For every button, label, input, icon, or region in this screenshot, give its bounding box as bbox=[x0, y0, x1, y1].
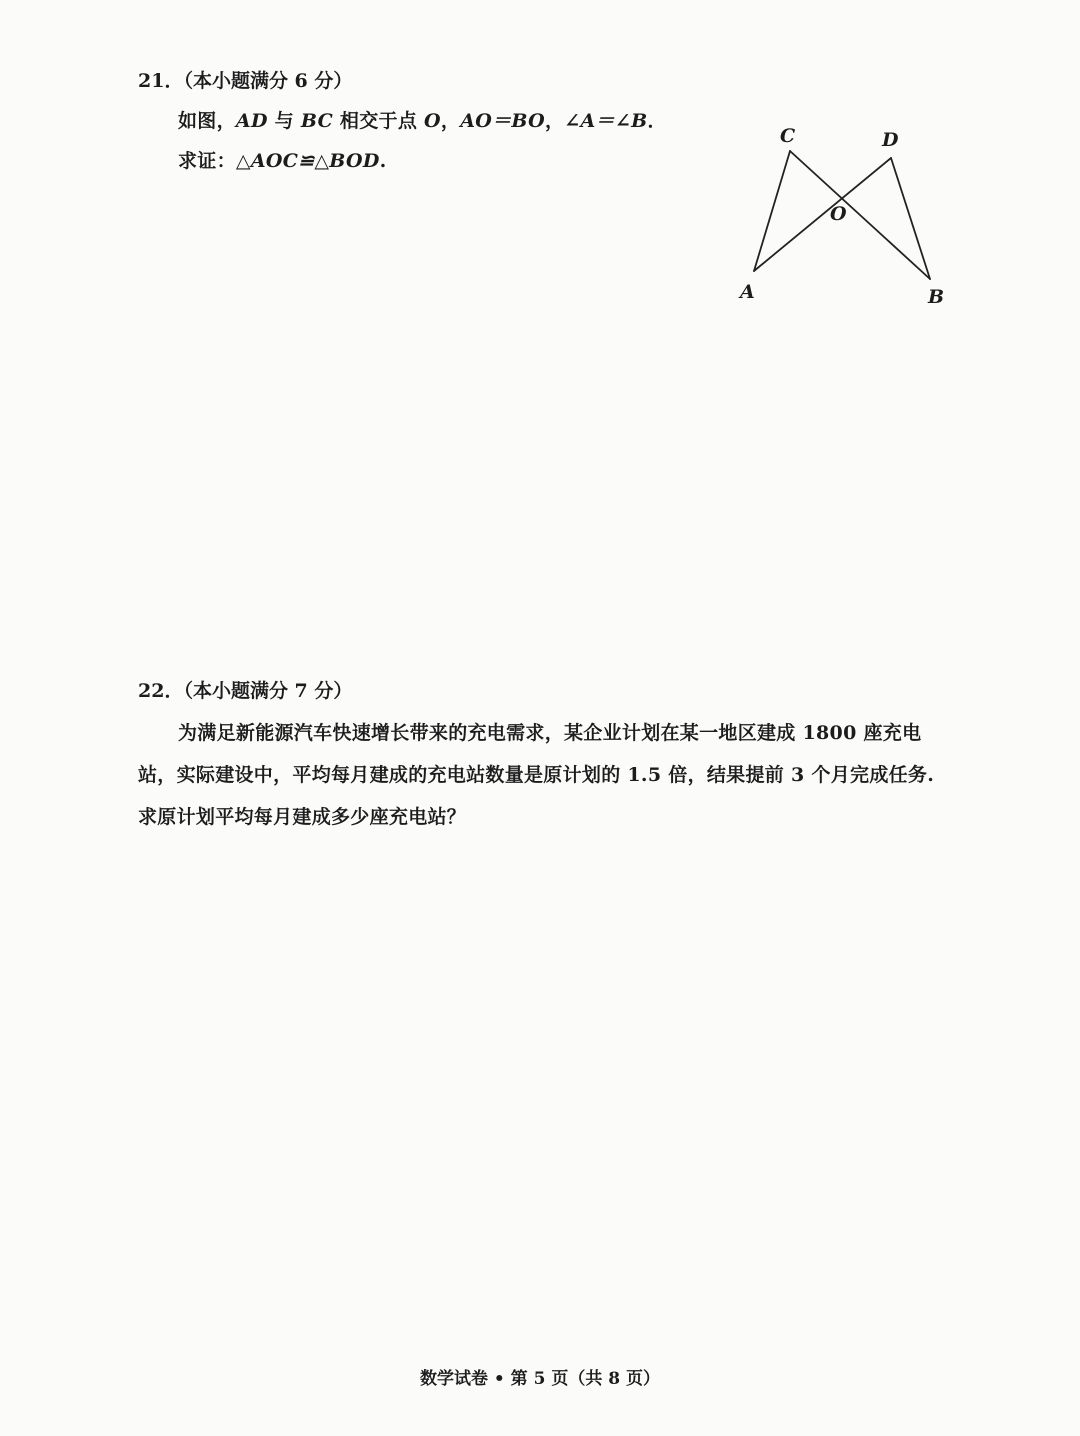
segment-ad bbox=[754, 158, 891, 271]
given-text: 如图， bbox=[178, 110, 236, 132]
question-21-header: 21．（本小题满分 6 分） bbox=[138, 70, 353, 92]
given-text: ． bbox=[647, 110, 667, 132]
equation-ao-bo: AO＝BO bbox=[460, 110, 545, 132]
segment-ad: AD bbox=[235, 110, 268, 132]
question-21-prove bbox=[178, 146, 387, 173]
segment-bc: BC bbox=[300, 110, 334, 132]
label-a: A bbox=[740, 281, 755, 303]
given-text: 相交于点 bbox=[333, 110, 425, 132]
question-22-header: 22．（本小题满分 7 分） bbox=[138, 680, 353, 702]
question-22-text-line: 求原计划平均每月建成多少座充电站？ bbox=[138, 806, 467, 828]
label-c: C bbox=[780, 125, 796, 147]
label-b: B bbox=[928, 286, 945, 308]
segment-ca bbox=[754, 151, 790, 271]
given-text: 与 bbox=[267, 110, 301, 132]
point-o: O bbox=[424, 110, 441, 132]
congruence-statement: △AOC≌△BOD bbox=[235, 150, 380, 172]
question-22-text-line: 为满足新能源汽车快速增长带来的充电需求，某企业计划在某一地区建成 1800 座充电 bbox=[178, 722, 922, 744]
label-d: D bbox=[882, 129, 899, 151]
question-22-text-line: 站，实际建设中，平均每月建成的充电站数量是原计划的 1.5 倍，结果提前 3 个月完成任务. bbox=[138, 764, 935, 786]
given-text: ， bbox=[440, 110, 461, 132]
question-21-given bbox=[178, 106, 667, 133]
equation-angle-a-b: ∠A＝∠B bbox=[564, 110, 648, 132]
prove-text: . bbox=[379, 150, 387, 172]
geometry-figure bbox=[720, 112, 960, 322]
prove-text: 求证： bbox=[178, 150, 236, 172]
given-text: ， bbox=[544, 110, 565, 132]
page-footer: 数学试卷 • 第 5 页（共 8 页） bbox=[419, 1369, 661, 1389]
label-o: O bbox=[830, 203, 847, 225]
